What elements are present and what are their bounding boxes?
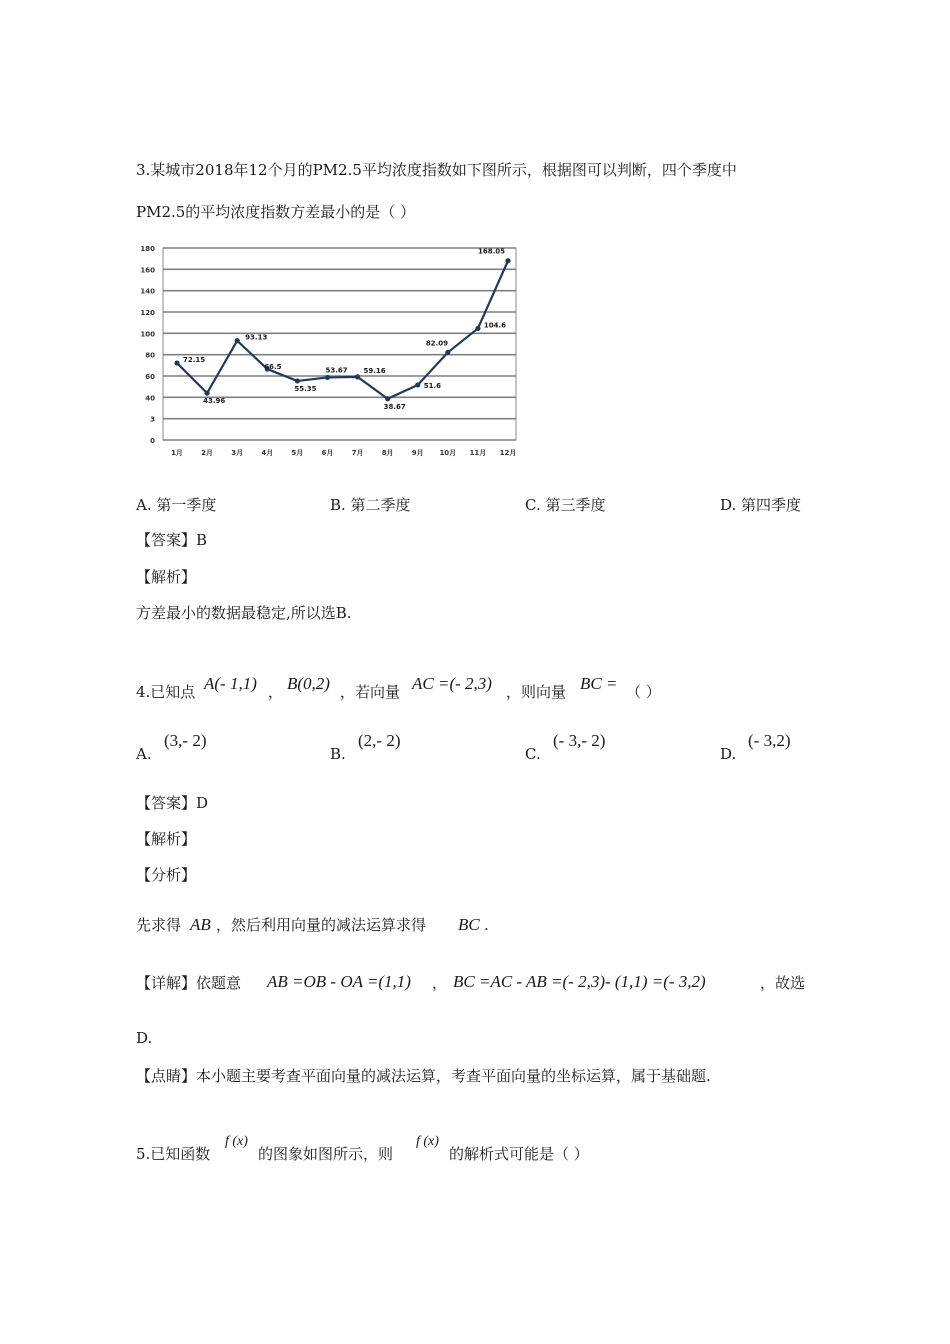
x-tick-label: 12月 — [499, 449, 517, 457]
q4-analysis-label: 【解析】 — [136, 830, 197, 848]
q4-comment: 【点睛】本小题主要考查平面向量的减法运算，考查平面向量的坐标运算，属于基础题. — [136, 1067, 711, 1085]
q3-option-a: A. 第一季度 — [136, 496, 217, 514]
q4-fenxi-ab: AB — [190, 915, 211, 934]
data-point — [475, 326, 480, 331]
q4-detail-label: 【详解】依题意 — [136, 974, 242, 992]
q4-option-d-letter: D. — [720, 745, 737, 763]
q3-stem-line2: PM2.5的平均浓度指数方差最小的是（ ） — [136, 203, 416, 221]
data-point — [355, 374, 360, 379]
pm25-line-chart — [138, 240, 528, 462]
data-label: 55.35 — [294, 384, 317, 393]
y-tick-label: 180 — [140, 245, 155, 253]
q5-fx: f (x) — [225, 1134, 248, 1149]
data-label: 82.09 — [425, 339, 448, 348]
q4-point-b: B(0,2) — [287, 674, 330, 693]
q4-point-a: A(- 1,1) — [204, 674, 257, 693]
q3-answer: 【答案】B — [136, 531, 208, 549]
q4-detail-end: ，故选 — [760, 974, 806, 992]
q4-fenxi-1: 先求得 — [136, 916, 182, 934]
q4-paren: （ ） — [626, 683, 661, 701]
plot-area-frame — [163, 248, 516, 440]
data-point — [325, 375, 330, 380]
data-label: 104.6 — [483, 321, 507, 330]
q3-option-d: D. 第四季度 — [720, 496, 802, 514]
q3-analysis-text: 方差最小的数据最稳定,所以选B. — [136, 604, 352, 622]
q5-prefix: 5.已知函数 — [136, 1145, 211, 1163]
data-label: 59.16 — [363, 366, 386, 375]
q5-fx2: f (x) — [416, 1134, 439, 1149]
q4-prefix: 4.已知点 — [136, 683, 196, 701]
series-line — [177, 261, 508, 399]
q4-option-a-letter: A. — [136, 745, 152, 763]
y-tick-label: 140 — [140, 287, 155, 296]
x-tick-label: 3月 — [231, 449, 244, 457]
data-point — [174, 360, 179, 365]
y-tick-label: 40 — [145, 394, 155, 403]
q4-detail-eq1: AB =OB - OA =(1,1) — [267, 972, 411, 991]
data-point — [204, 391, 209, 396]
y-tick-label: 160 — [140, 266, 155, 275]
q4-option-c-value: (- 3,- 2) — [553, 731, 606, 750]
data-point — [505, 258, 510, 263]
y-tick-label: 60 — [145, 373, 155, 381]
q4-option-b-value: (2,- 2) — [358, 731, 401, 750]
q4-sep1: ， — [268, 683, 284, 701]
x-tick-label: 10月 — [439, 449, 457, 457]
q4-fenxi-2: ，然后利用向量的减法运算求得 — [216, 916, 427, 934]
data-point — [415, 382, 420, 387]
x-tick-label: 7月 — [351, 449, 364, 457]
x-tick-label: 11月 — [469, 449, 487, 457]
y-tick-label: 3 — [150, 415, 155, 424]
q4-option-b-letter: B. — [330, 745, 346, 763]
y-tick-label: 120 — [140, 309, 155, 317]
q4-option-a-value: (3,- 2) — [164, 731, 207, 750]
q4-fenxi-bc: BC — [458, 915, 480, 934]
data-label: 66.5 — [264, 363, 282, 372]
q4-option-d-value: (- 3,2) — [748, 731, 791, 750]
q3-option-c: C. 第三季度 — [525, 496, 606, 514]
data-point — [235, 338, 240, 343]
data-point — [295, 378, 300, 383]
q4-sep2: ，若向量 — [340, 683, 401, 701]
q4-sep3: ，则向量 — [506, 683, 567, 701]
data-label: 168.05 — [478, 247, 506, 256]
q4-fenxi-label: 【分析】 — [136, 866, 197, 884]
q3-stem-line1: 3.某城市2018年12个月的PM2.5平均浓度指数如下图所示，根据图可以判断，四个季度中 — [136, 161, 737, 179]
q5-mid: 的图象如图所示，则 — [258, 1145, 394, 1163]
data-label: 51.6 — [423, 381, 442, 390]
y-tick-label: 100 — [140, 330, 155, 339]
data-label: 53.67 — [325, 366, 348, 375]
data-point — [445, 350, 450, 355]
data-label: 93.13 — [245, 333, 268, 342]
data-point — [385, 396, 390, 401]
x-tick-label: 8月 — [381, 449, 394, 457]
x-tick-label: 1月 — [171, 449, 183, 457]
q4-fenxi-3: . — [484, 916, 489, 934]
q4-answer: 【答案】D — [136, 794, 209, 812]
y-tick-label: 80 — [145, 351, 155, 360]
q3-analysis-label: 【解析】 — [136, 568, 197, 586]
x-tick-label: 5月 — [291, 449, 304, 457]
x-tick-label: 9月 — [411, 449, 424, 457]
y-tick-label: 0 — [150, 437, 155, 445]
data-label: 38.67 — [383, 402, 406, 411]
x-tick-label: 6月 — [321, 449, 334, 457]
q5-end: 的解析式可能是（ ） — [449, 1145, 589, 1163]
q4-vec-ac: AC =(- 2,3) — [412, 674, 492, 693]
q4-detail-sep: ， — [432, 974, 448, 992]
q3-option-b: B. 第二季度 — [330, 496, 411, 514]
q4-detail-eq2: BC =AC - AB =(- 2,3)- (1,1) =(- 3,2) — [453, 972, 706, 991]
q4-option-c-letter: C. — [525, 745, 541, 763]
q4-vec-bc: BC = — [580, 674, 618, 693]
data-label: 43.96 — [203, 397, 226, 406]
x-tick-label: 2月 — [201, 449, 214, 457]
data-label: 72.15 — [183, 356, 206, 365]
q4-detail-tail: D. — [136, 1029, 153, 1047]
x-tick-label: 4月 — [261, 449, 274, 457]
